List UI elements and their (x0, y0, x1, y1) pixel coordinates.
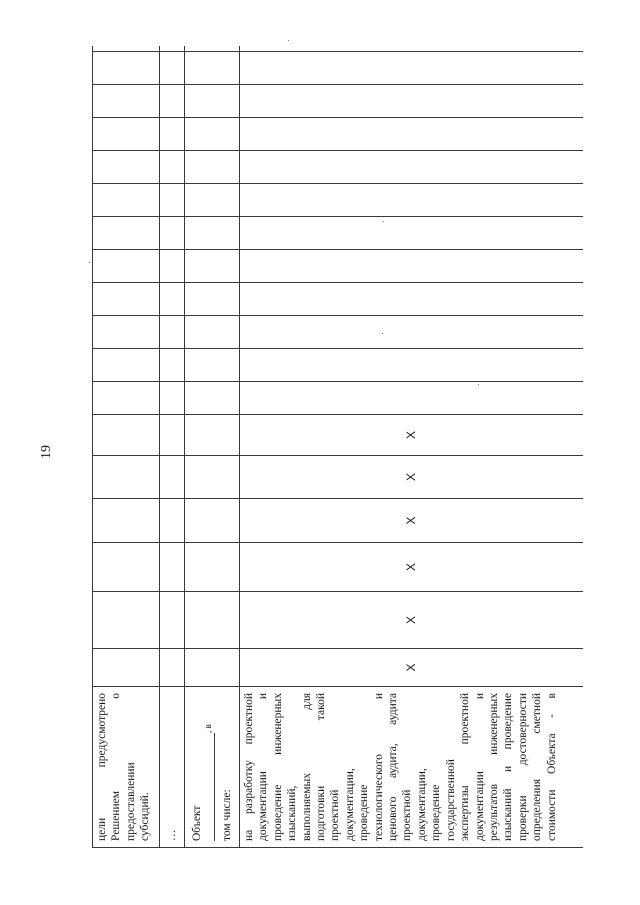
table-cell (185, 250, 240, 283)
table-cell (160, 52, 185, 85)
table-cell (93, 499, 160, 543)
table-cell (185, 118, 240, 151)
table-cell (185, 456, 240, 499)
table-cell (240, 151, 584, 184)
table-cell (185, 85, 240, 118)
design-line: проведение инженерных (271, 693, 284, 841)
table-cell (160, 184, 185, 217)
table-cell (160, 456, 185, 499)
goal-description-cell (93, 687, 160, 848)
table-cell (240, 382, 584, 415)
table-cell (93, 543, 160, 592)
object-cell (185, 687, 240, 848)
table-row-ellipsis (160, 46, 185, 848)
design-line: документации, (343, 768, 356, 841)
design-line: результатов инженерных (487, 693, 500, 841)
table-cell (93, 415, 160, 456)
x-mark-cell: X (240, 649, 584, 687)
table-cell (93, 250, 160, 283)
design-line: на разработку проектной (243, 693, 255, 841)
goal-line: субсидий. (139, 792, 152, 841)
design-line: изысканий и проведение (502, 693, 515, 841)
table-cell (160, 85, 185, 118)
object-label-line (190, 693, 204, 841)
table-cell (240, 184, 584, 217)
table-cell (185, 592, 240, 649)
table-cell (185, 283, 240, 316)
table-cell (93, 592, 160, 649)
design-line: проведение (358, 784, 371, 841)
table-cell (160, 283, 185, 316)
table-cell (160, 118, 185, 151)
scan-speck (382, 333, 383, 334)
table-cell (185, 151, 240, 184)
table-cell (240, 250, 584, 283)
table-cell (185, 649, 240, 687)
design-line: проектной (401, 789, 414, 841)
object-name-blank (204, 733, 215, 841)
table-cell (185, 543, 240, 592)
table-cell (93, 118, 160, 151)
table-cell (93, 217, 160, 250)
table-cell (93, 316, 160, 349)
design-line: проведение (430, 784, 443, 841)
table-cell (240, 316, 584, 349)
table-cell (185, 382, 240, 415)
ellipsis-cell: … (160, 687, 185, 848)
design-line: проверки достоверности (516, 693, 529, 841)
table-cell (93, 85, 160, 118)
table-cell (93, 649, 160, 687)
goal-line: предоставлении (124, 762, 137, 841)
page-number: 19 (39, 445, 54, 459)
table-cell (240, 118, 584, 151)
table-cell (160, 415, 185, 456)
design-line: изысканий, (286, 785, 299, 841)
scan-speck (383, 221, 384, 222)
table-cell (160, 382, 185, 415)
table-cell (185, 184, 240, 217)
goal-line: цели предусмотрено (96, 693, 108, 841)
table-cell (240, 217, 584, 250)
design-line: ценового аудита, аудита (387, 693, 400, 841)
table-cell (93, 46, 160, 52)
table-cell (185, 46, 240, 52)
table-cell (93, 283, 160, 316)
table-cell (240, 349, 584, 382)
table-cell (240, 52, 584, 85)
object-label: Объект (190, 805, 203, 841)
scan-speck (478, 384, 479, 385)
table-cell (240, 85, 584, 118)
table-cell (185, 349, 240, 382)
table-cell (185, 415, 240, 456)
table-row-goal (93, 46, 160, 848)
scan-speck (89, 262, 90, 263)
design-line: технологического и (372, 693, 385, 841)
goal-line: Решением о (110, 693, 123, 841)
subsidy-table (92, 46, 583, 848)
x-mark-cell: X (240, 543, 584, 592)
object-blank-line (204, 693, 219, 841)
x-mark-cell: X (240, 592, 584, 649)
table-cell (160, 250, 185, 283)
table-cell (160, 649, 185, 687)
table-cell (93, 456, 160, 499)
x-mark-cell: X (240, 415, 584, 456)
scan-speck (288, 40, 289, 41)
table-cell (160, 499, 185, 543)
table-cell (160, 316, 185, 349)
design-line: документации, (415, 768, 428, 841)
design-line: определения сметной (531, 693, 544, 841)
table-cell (185, 217, 240, 250)
design-line: документации и (257, 693, 270, 841)
table-cell (93, 349, 160, 382)
table-row-design (240, 46, 584, 848)
table-cell (160, 543, 185, 592)
table-cell (93, 52, 160, 85)
x-mark-cell: X (240, 499, 584, 543)
table-cell (160, 592, 185, 649)
table-cell (160, 349, 185, 382)
x-mark-cell: X (240, 456, 584, 499)
table-cell (93, 184, 160, 217)
design-line: документации и (473, 693, 486, 841)
object-continuation: том числе: (220, 789, 233, 841)
table-cell (185, 499, 240, 543)
table-cell (93, 382, 160, 415)
table-cell (240, 283, 584, 316)
design-description-cell (240, 687, 584, 848)
design-line: подготовки такой (315, 693, 328, 841)
design-line: выполняемых для (300, 693, 313, 841)
object-suffix: , в (203, 724, 214, 733)
design-line: государственной (444, 759, 457, 841)
design-line: стоимости Объекта - в (545, 693, 558, 841)
table-cell (160, 217, 185, 250)
table-cell (240, 46, 584, 52)
table-cell (185, 52, 240, 85)
table-cell (160, 151, 185, 184)
design-line: экспертизы проектной (459, 693, 472, 841)
table-cell (185, 316, 240, 349)
table-cell (93, 151, 160, 184)
design-line: проектной (329, 789, 342, 841)
table-row-object (185, 46, 240, 848)
table-cell (160, 46, 185, 52)
